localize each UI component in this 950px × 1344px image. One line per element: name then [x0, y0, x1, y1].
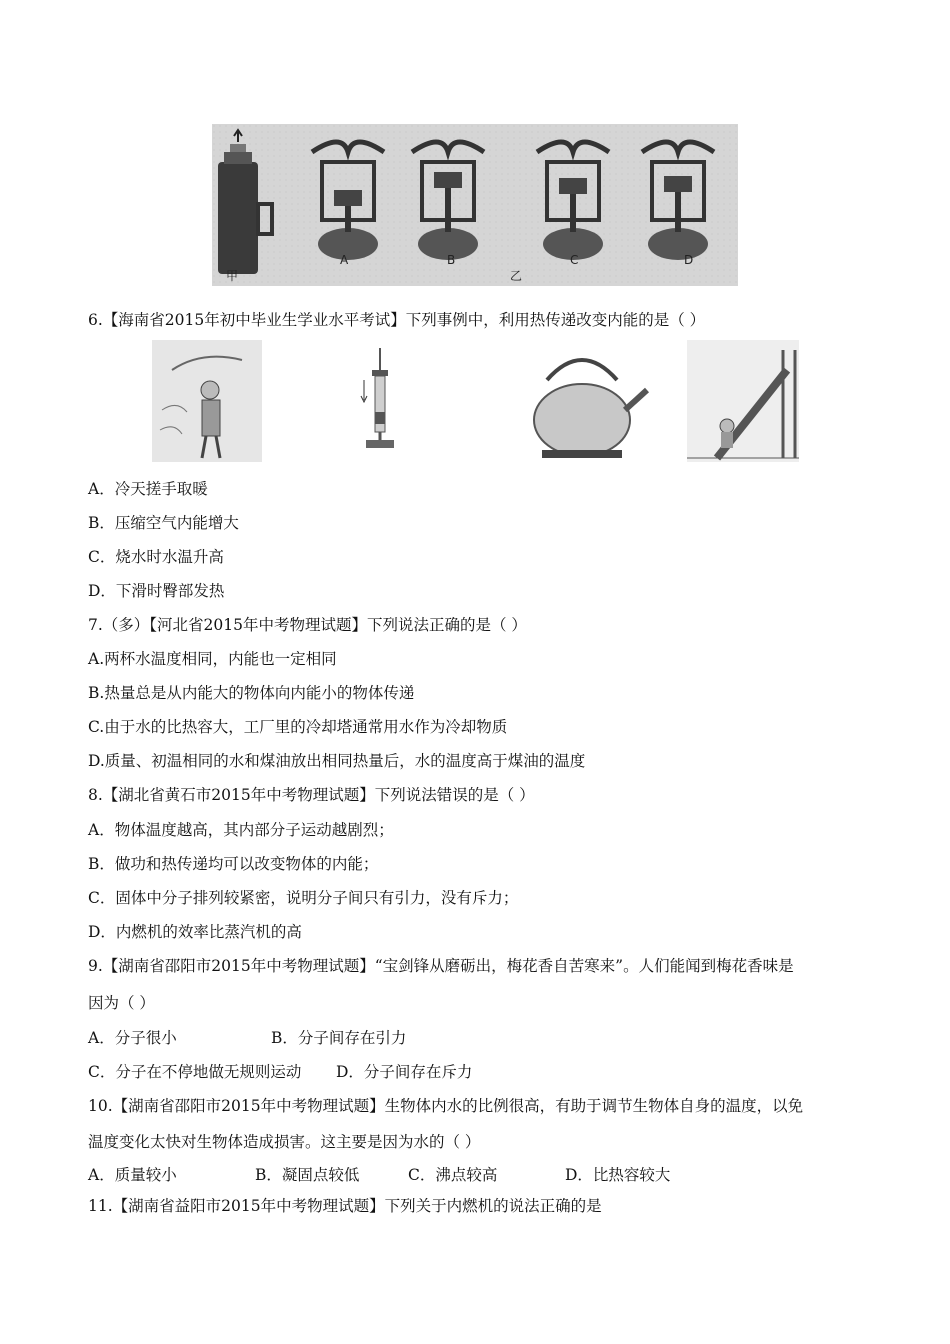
air-compressor-icon — [361, 348, 394, 448]
q9-stem-line2: 因为（ ） — [88, 994, 155, 1012]
q10-stem-line2: 温度变化太快对生物体造成损害。这主要是因为水的（ ） — [88, 1133, 481, 1151]
q10-options-row — [88, 1165, 670, 1185]
q6-option-d: D．下滑时臀部发热 — [88, 582, 225, 600]
q8-option-a: A．物体温度越高，其内部分子运动越剧烈； — [88, 821, 394, 839]
q10-option-b: B．凝固点较低 — [255, 1166, 360, 1184]
q7-option-a: A.两杯水温度相同，内能也一定相同 — [88, 650, 337, 668]
q6-stem: 6.【海南省2015年初中毕业生学业水平考试】下列事例中，利用热传递改变内能的是（ ） — [88, 311, 706, 329]
q8-option-d: D．内燃机的效率比蒸汽机的高 — [88, 923, 302, 941]
q11-stem: 11.【湖南省益阳市2015年中考物理试题】下列关于内燃机的说法正确的是 — [88, 1197, 602, 1215]
q10-stem-line1: 10.【湖南省邵阳市2015年中考物理试题】生物体内水的比例很高，有助于调节生物体自身的温度，以免 — [88, 1097, 804, 1115]
q10-option-c: C．沸点较高 — [408, 1166, 498, 1184]
label-b: B — [447, 253, 456, 267]
q8-option-c: C．固体中分子排列较紧密，说明分子间只有引力，没有斥力； — [88, 889, 519, 907]
q6-option-c: C．烧水时水温升高 — [88, 548, 224, 566]
q6-option-a: A．冷天搓手取暖 — [88, 480, 208, 498]
q10-option-d: D．比热容较大 — [565, 1166, 671, 1184]
label-jia: 甲 — [226, 269, 239, 283]
q7-stem: 7.（多）【河北省2015年中考物理试题】下列说法正确的是（ ） — [88, 616, 527, 634]
label-yi: 乙 — [510, 269, 523, 283]
q9-option-b: B．分子间存在引力 — [271, 1029, 407, 1047]
figure-engine-strokes — [212, 124, 738, 286]
label-d: D — [684, 253, 694, 267]
q9-option-d: D．分子间存在斥力 — [336, 1063, 473, 1081]
label-a: A — [340, 253, 349, 267]
q9-stem-line1: 9.【湖南省邵阳市2015年中考物理试题】“宝剑锋从磨砺出，梅花香自苦寒来”。人们能闻到梅花香味是 — [88, 957, 794, 975]
q9-option-c: C．分子在不停地做无规则运动 — [88, 1063, 302, 1081]
q9-options-row1 — [88, 1028, 406, 1048]
q8-stem: 8.【湖北省黄石市2015年中考物理试题】下列说法错误的是（ ） — [88, 786, 535, 804]
q10-option-a: A．质量较小 — [88, 1166, 177, 1184]
q6-option-b: B．压缩空气内能增大 — [88, 514, 239, 532]
q9-option-a: A．分子很小 — [88, 1029, 177, 1047]
kettle-icon — [534, 360, 647, 458]
label-c: C — [570, 253, 579, 267]
slide-icon — [687, 340, 799, 462]
cold-hands-icon — [152, 340, 262, 462]
q7-option-d: D.质量、初温相同的水和煤油放出相同热量后，水的温度高于煤油的温度 — [88, 752, 586, 770]
figure-heat-scenes — [152, 340, 800, 464]
q7-option-c: C.由于水的比热容大，工厂里的冷却塔通常用水作为冷却物质 — [88, 718, 508, 736]
q9-options-row2 — [88, 1062, 472, 1082]
q8-option-b: B．做功和热传递均可以改变物体的内能； — [88, 855, 379, 873]
q7-option-b: B.热量总是从内能大的物体向内能小的物体传递 — [88, 684, 415, 702]
